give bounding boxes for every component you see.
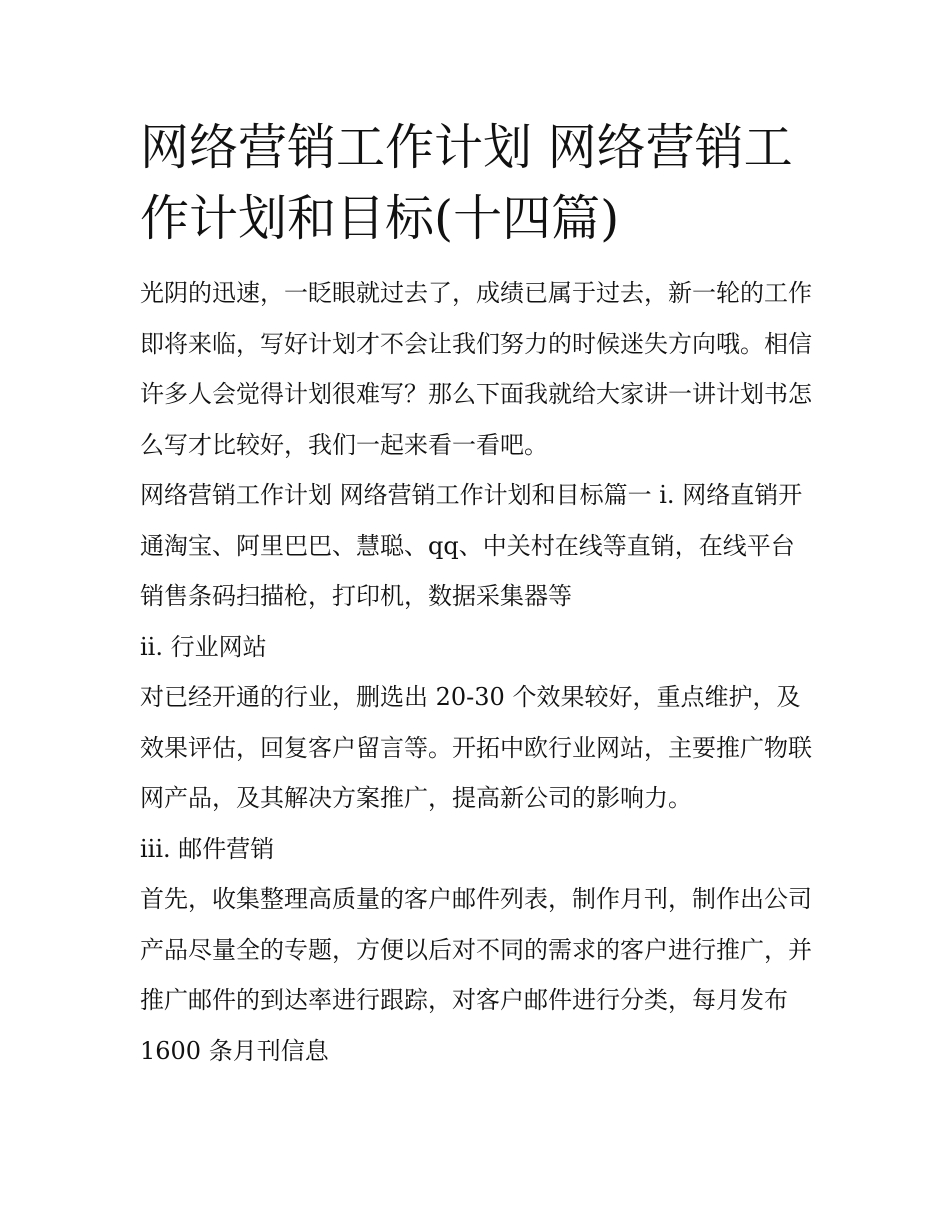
section-1-paragraph: 网络营销工作计划 网络营销工作计划和目标篇一 i. 网络直销开通淘宝、阿里巴巴、慧聪、qq、中关村在线等直销，在线平台销售条码扫描枪，打印机，数据采集器等 (140, 481, 803, 610)
document-title: 网络营销工作计划 网络营销工作计划和目标(十四篇) (140, 119, 793, 247)
document-body (140, 268, 812, 1076)
section-3-paragraph: 首先，收集整理高质量的客户邮件列表，制作月刊，制作出公司产品尽量全的专题，方便以后对不同的需求的客户进行推广，并推广邮件的到达率进行跟踪，对客户邮件进行分类，每月发布 1600 条月刊信息 (140, 885, 812, 1065)
intro-paragraph: 光阴的迅速，一眨眼就过去了，成绩已属于过去，新一轮的工作即将来临，写好计划才不会让我们努力的时候迷失方向哦。相信许多人会觉得计划很难写？那么下面我就给大家讲一讲计划书怎么写才比较好，我们一起来看一看吧。 (140, 279, 812, 459)
section-2-paragraph: 对已经开通的行业，删选出 20-30 个效果较好，重点维护，及效果评估，回复客户留言等。开拓中欧行业网站，主要推广物联网产品，及其解决方案推广，提高新公司的影响力。 (140, 683, 812, 812)
section-2-heading: ii. 行业网站 (140, 632, 267, 661)
section-3-heading: iii. 邮件营销 (140, 834, 275, 863)
document-page (140, 112, 812, 1076)
